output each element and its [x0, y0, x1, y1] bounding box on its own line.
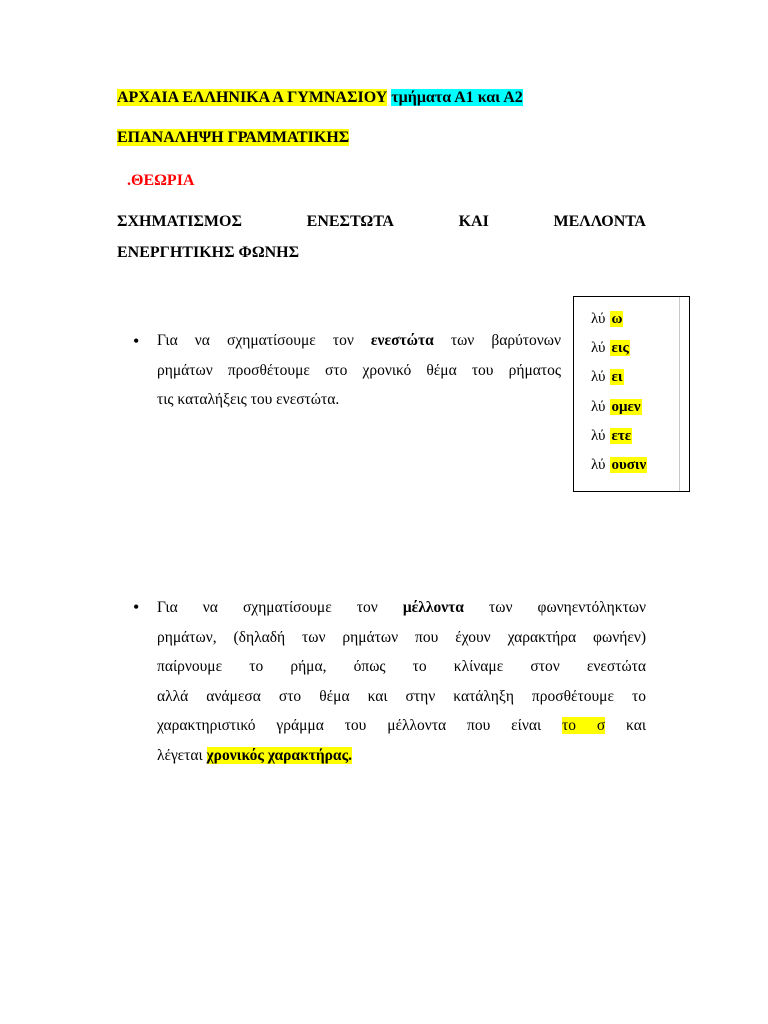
bold-term: μέλλοντα — [402, 599, 464, 616]
topic-word: ΕΝΕΣΤΩΤΑ — [306, 213, 394, 230]
bullet-icon: • — [133, 331, 140, 351]
subtitle: ΕΠΑΝΑΛΗΨΗ ΓΡΑΜΜΑΤΙΚΗΣ — [117, 129, 350, 146]
ending: ει — [611, 369, 623, 385]
paragraph-line: λέγεται χρονικός χαρακτήρας. — [157, 746, 352, 764]
paragraph-line: Για να σχηματίσουμε τον ενεστώτα των βαρύτονων — [157, 332, 561, 349]
paragraph-line: ρημάτων προσθέτουμε στο χρονικό θέμα του ρήματος — [157, 361, 561, 379]
conjugation-row: λύ ομεν — [591, 399, 641, 415]
title-main: ΑΡΧΑΙΑ ΕΛΛΗΝΙΚΑ Α ΓΥΜΝΑΣΙΟΥ — [117, 89, 388, 106]
theory-label: .ΘΕΩΡΙΑ — [127, 172, 195, 189]
bold-term: ενεστώτα — [370, 332, 434, 349]
ending: ω — [611, 311, 623, 327]
paragraph-line: Για να σχηματίσουμε τον μέλλοντα των φωνηεντόληκτων — [157, 599, 647, 616]
paragraph-line: αλλά ανάμεσα στο θέμα και στην κατάληξη προσθέτουμε το — [157, 687, 646, 705]
highlighted-term: χρονικός χαρακτήρας. — [206, 746, 352, 764]
conjugation-row: λύ ετε — [591, 428, 632, 444]
highlighted-sigma: το σ — [561, 717, 606, 734]
topic-word: ΜΕΛΛΟΝΤΑ — [553, 213, 646, 230]
conjugation-row: λύ ει — [591, 369, 623, 385]
conjugation-table — [573, 296, 690, 492]
bullet-icon: • — [133, 597, 140, 617]
conjugation-row: λύ ω — [591, 311, 623, 327]
title-sections: τμήματα Α1 και Α2 — [391, 89, 523, 106]
paragraph-line: τις καταλήξεις του ενεστώτα. — [157, 391, 340, 408]
topic-heading-line1 — [117, 212, 646, 232]
conjugation-row: λύ ουσιν — [591, 457, 647, 473]
topic-word: ΣΧΗΜΑΤΙΣΜΟΣ — [117, 213, 242, 230]
paragraph-line: ρημάτων, (δηλαδή των ρημάτων που έχουν χαρακτήρα φωνήεν) — [157, 628, 646, 646]
future-paragraph — [157, 593, 646, 770]
ending: ομεν — [611, 399, 641, 415]
ending: ουσιν — [611, 457, 647, 473]
conjugation-row: λύ εις — [591, 340, 629, 356]
topic-heading-line2: ΕΝΕΡΓΗΤΙΚΗΣ ΦΩΝΗΣ — [117, 244, 300, 261]
ending: εις — [611, 340, 629, 356]
present-paragraph — [157, 326, 561, 415]
document-title — [117, 88, 523, 108]
paragraph-line: χαρακτηριστικό γράμμα του μέλλοντα που είναι το σ και — [157, 717, 647, 734]
paragraph-line: παίρνουμε το ρήμα, όπως το κλίναμε στον ενεστώτα — [157, 658, 646, 675]
topic-word: ΚΑΙ — [458, 213, 489, 230]
ending: ετε — [611, 428, 632, 444]
